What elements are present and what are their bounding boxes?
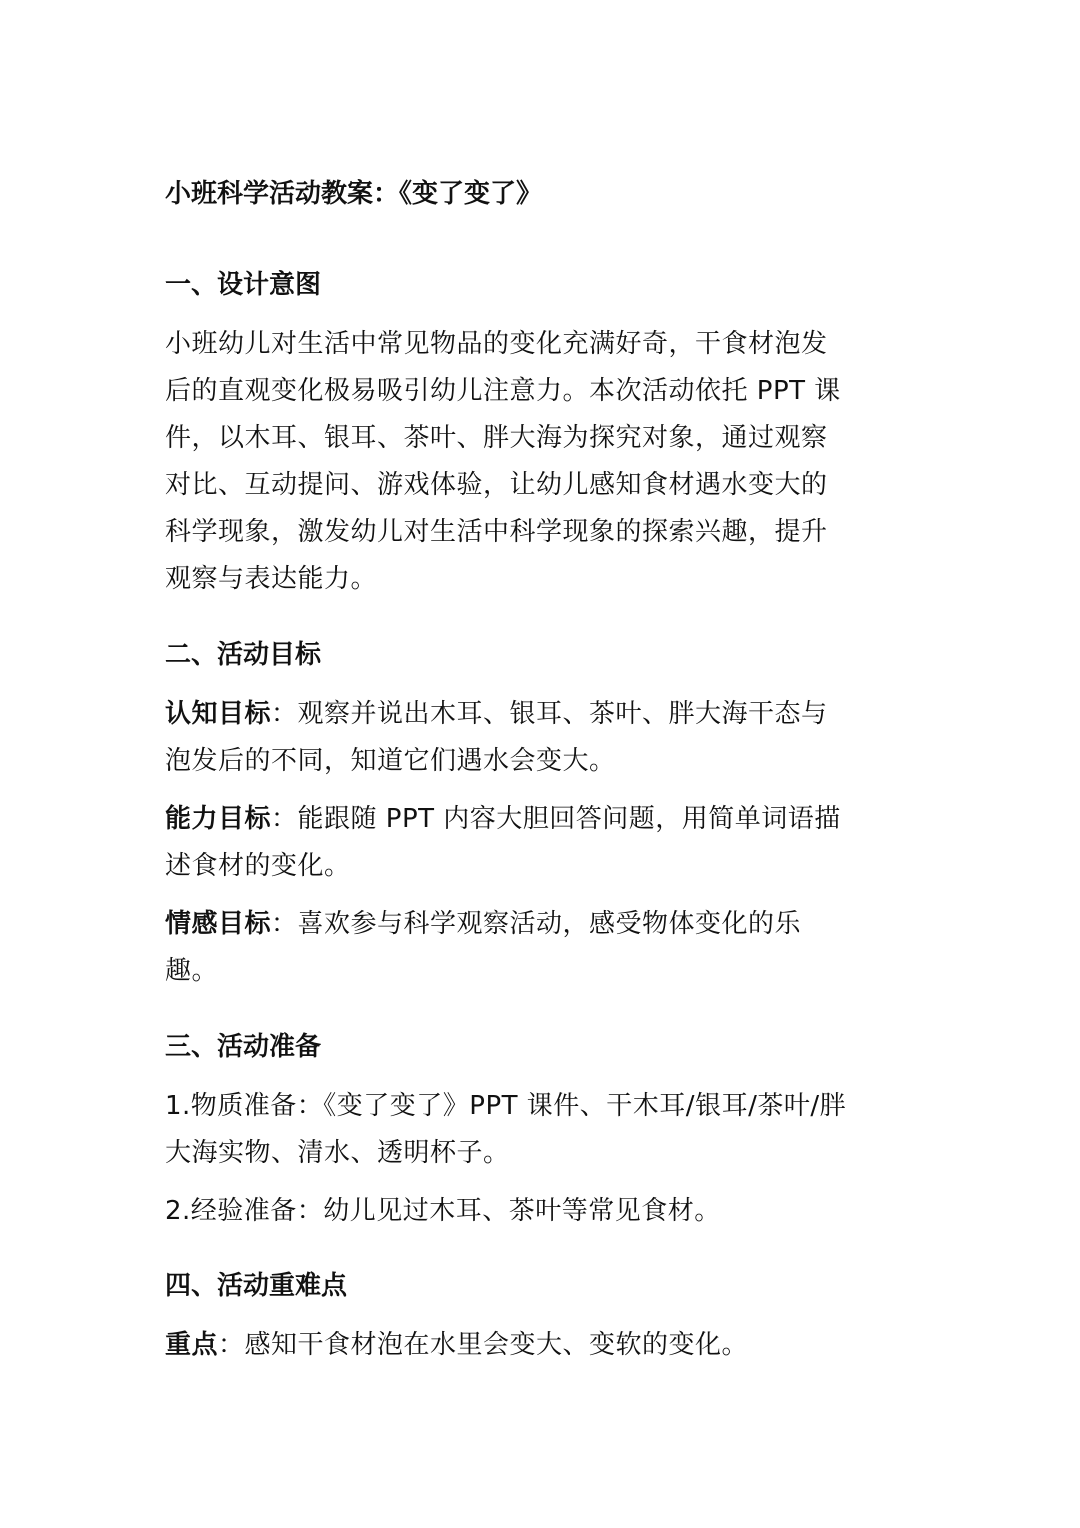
section-heading-design-intent: 一、设计意图 [165, 270, 322, 300]
goal-text: ：能跟随 PPT 内容大胆回答问题，用简单词语描 [271, 804, 841, 834]
goal-text: ：喜欢参与科学观察活动，感受物体变化的乐 [271, 909, 802, 939]
key-point-text: ：感知干食材泡在水里会变大、变软的变化。 [218, 1330, 749, 1360]
preparation-text: 1.物质准备：《变了变了》PPT 课件、干木耳/银耳/茶叶/胖 [165, 1091, 847, 1121]
goal-text: 述食材的变化。 [165, 851, 351, 881]
paragraph-line: 件，以木耳、银耳、茶叶、胖大海为探究对象，通过观察 [165, 423, 828, 453]
goal-text: 趣。 [165, 956, 219, 986]
goal-label: 情感目标 [165, 909, 272, 939]
section-heading-preparation: 三、活动准备 [165, 1032, 322, 1062]
section-heading-activity-goals: 二、活动目标 [165, 640, 322, 670]
goal-text: ：观察并说出木耳、银耳、茶叶、胖大海干态与 [271, 699, 828, 729]
goal-label: 能力目标 [165, 804, 272, 834]
goal-text: 泡发后的不同，知道它们遇水会变大。 [165, 746, 616, 776]
goal-emotional [165, 901, 925, 995]
goal-label: 认知目标 [165, 699, 272, 729]
paragraph-line: 后的直观变化极易吸引幼儿注意力。本次活动依托 PPT 课 [165, 376, 841, 406]
preparation-experience [165, 1188, 925, 1235]
document-title: 小班科学活动教案：《变了变了》 [165, 179, 543, 209]
design-intent-paragraph [165, 321, 925, 603]
paragraph-line: 观察与表达能力。 [165, 564, 378, 594]
key-point [165, 1322, 925, 1369]
section-heading-key-points: 四、活动重难点 [165, 1271, 348, 1301]
goal-ability [165, 796, 925, 890]
key-point-label: 重点 [165, 1330, 219, 1360]
preparation-material [165, 1083, 925, 1177]
paragraph-line: 科学现象，激发幼儿对生活中科学现象的探索兴趣，提升 [165, 517, 828, 547]
preparation-text: 2.经验准备：幼儿见过木耳、茶叶等常见食材。 [165, 1196, 721, 1226]
preparation-text: 大海实物、清水、透明杯子。 [165, 1138, 510, 1168]
paragraph-line: 对比、互动提问、游戏体验，让幼儿感知食材遇水变大的 [165, 470, 828, 500]
goal-cognitive [165, 691, 925, 785]
paragraph-line: 小班幼儿对生活中常见物品的变化充满好奇，干食材泡发 [165, 329, 828, 359]
